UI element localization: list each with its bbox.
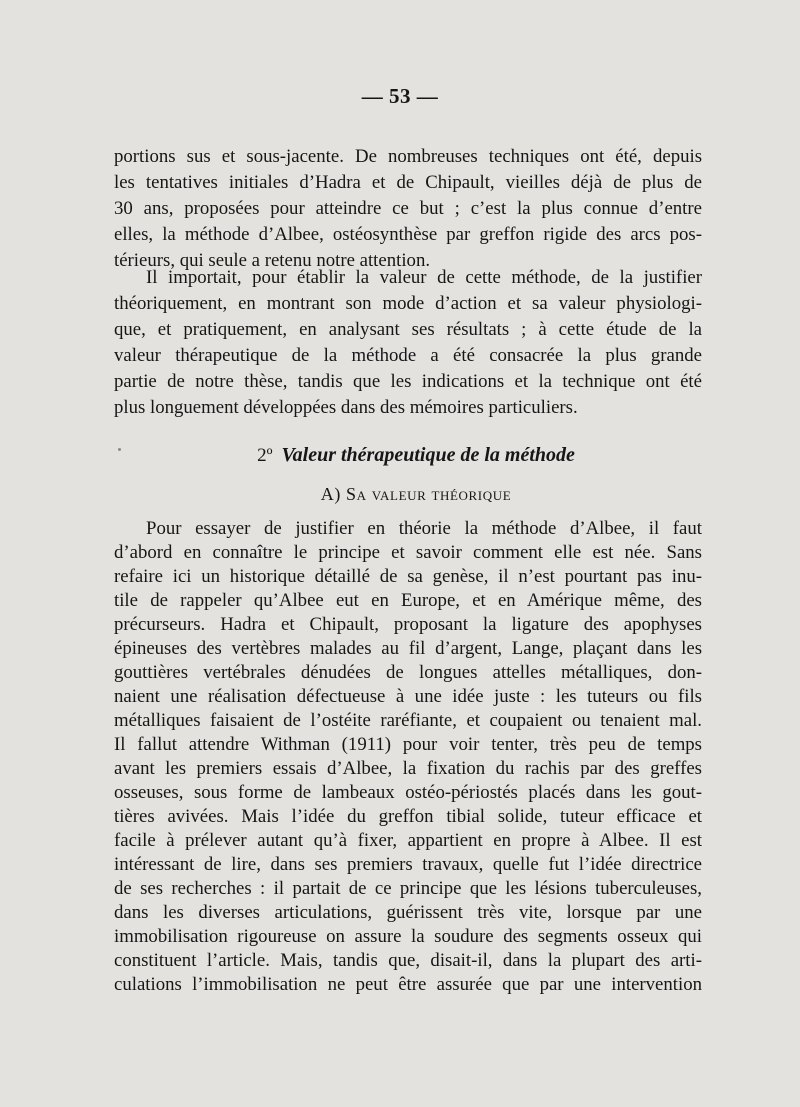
text-line: osseuses, sous forme de lambeaux ostéo-périostés placés dans les gout-: [114, 782, 702, 803]
text-line: tières avivées. Mais l’idée du greffon tibial solide, tuteur efficace et: [114, 806, 702, 827]
sub-heading: A) Sa valeur théorique: [320, 484, 512, 504]
text-line: de ses recherches : il partait de ce principe que les lésions tuberculeuses,: [114, 878, 702, 899]
text-line: avant les premiers essais d’Albee, la fixation du rachis par des greffes: [114, 758, 702, 779]
text-line: tile de rappeler qu’Albee eut en Europe, et en Amérique même, des: [114, 590, 702, 611]
text-line: térieurs, qui seule a retenu notre attention.: [114, 250, 431, 271]
text-line: Pour essayer de justifier en théorie la méthode d’Albee, il faut: [146, 518, 702, 539]
section-number: 2º: [257, 445, 273, 466]
text-line: les tentatives initiales d’Hadra et de Chipault, vieilles déjà de plus de: [114, 172, 702, 193]
text-line: intéressant de lire, dans ses premiers travaux, quelle fut l’idée directrice: [114, 854, 702, 875]
text-line: dans les diverses articulations, guérissent très vite, lorsque par une: [114, 902, 702, 923]
text-line: constituent l’article. Mais, tandis que, disait-il, dans la plupart des arti-: [114, 950, 702, 971]
text-line: valeur thérapeutique de la méthode a été consacrée la plus grande: [114, 345, 702, 366]
text-line: partie de notre thèse, tandis que les indications et la technique ont été: [114, 371, 702, 392]
text-line: portions sus et sous-jacente. De nombreuses techniques ont été, depuis: [114, 146, 702, 167]
text-line: elles, la méthode d’Albee, ostéosynthèse par greffon rigide des arcs pos-: [114, 224, 702, 245]
text-line: immobilisation rigoureuse on assure la soudure des segments osseux qui: [114, 926, 702, 947]
text-line: que, et pratiquement, en analysant ses résultats ; à cette étude de la: [114, 319, 702, 340]
text-line: facile à prélever autant qu’à fixer, appartient en propre à Albee. Il est: [114, 830, 702, 851]
text-line: Il importait, pour établir la valeur de cette méthode, de la justifier: [146, 267, 702, 288]
page-number: — 53 —: [361, 84, 439, 108]
text-line: culations l’immobilisation ne peut être assurée que par une intervention: [114, 974, 702, 995]
text-line: épineuses des vertèbres malades au fil d’argent, Lange, plaçant dans les: [114, 638, 702, 659]
text-line: gouttières vertébrales dénudées de longues attelles métalliques, don-: [114, 662, 702, 683]
text-line: Il fallut attendre Withman (1911) pour voir tenter, très peu de temps: [114, 734, 702, 755]
section-title: Valeur thérapeutique de la méthode: [281, 444, 575, 466]
text-line: refaire ici un historique détaillé de sa genèse, il n’est pourtant pas inu-: [114, 566, 702, 587]
text-line: précurseurs. Hadra et Chipault, proposant la ligature des apophyses: [114, 614, 702, 635]
text-line: théoriquement, en montrant son mode d’action et sa valeur physiologi-: [114, 293, 702, 314]
text-line: métalliques faisaient de l’ostéite raréfiante, et coupaient ou tenaient mal.: [114, 710, 702, 731]
section-heading: [0, 444, 800, 467]
text-line: plus longuement développées dans des mémoires particuliers.: [114, 397, 578, 418]
text-line: naient une réalisation défectueuse à une idée juste : les tuteurs ou fils: [114, 686, 702, 707]
text-line: d’abord en connaître le principe et savoir comment elle est née. Sans: [114, 542, 702, 563]
text-line: 30 ans, proposées pour atteindre ce but ; c’est la plus connue d’entre: [114, 198, 702, 219]
